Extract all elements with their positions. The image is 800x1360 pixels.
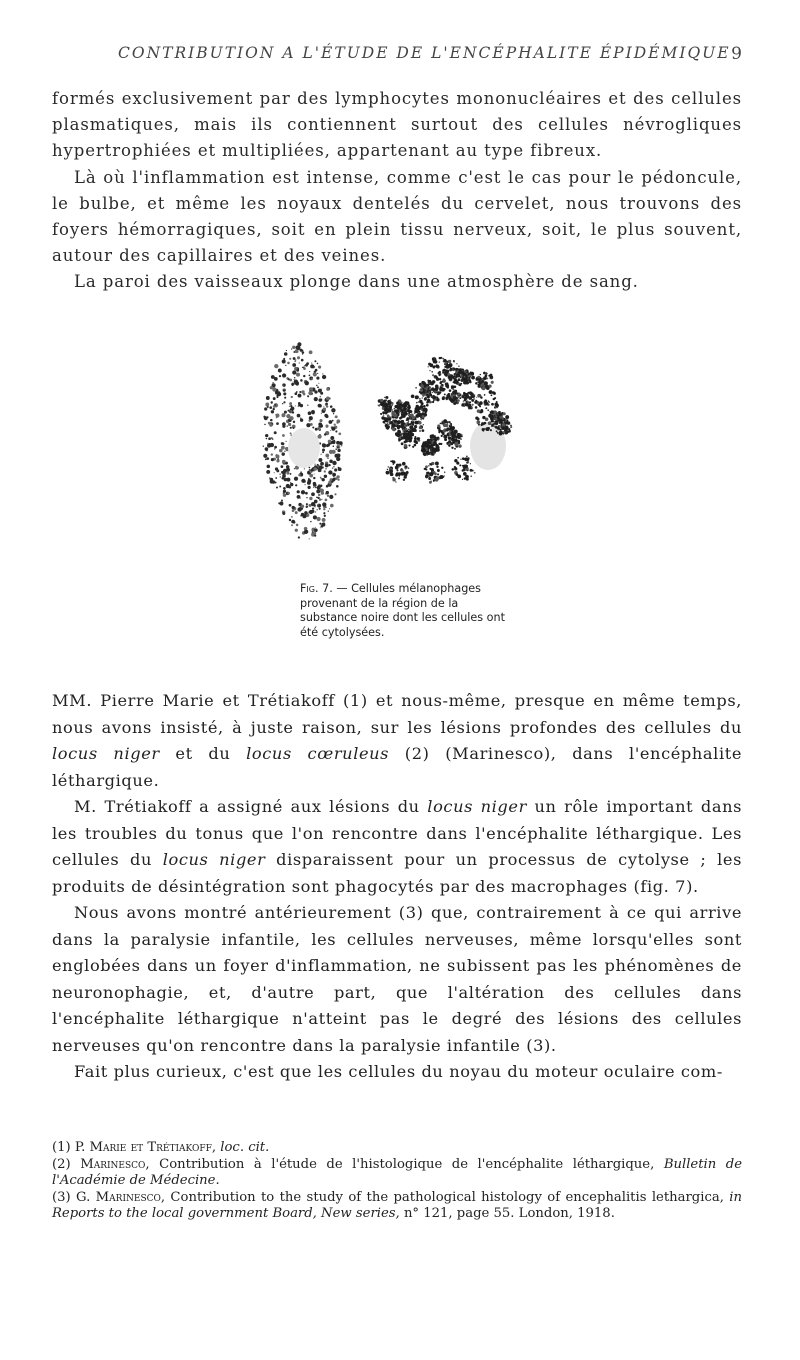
paragraph-6: Nous avons montré antérieurement (3) que, contrairement à ce qui arrive dans la paralysie infantile, les cellules nerveuses, même lorsqu'elles sont englobées dans un foyer d'inflammation, ne subissent pas les phénomènes de neuronophagie, et, d'autre part, que l'altération des cellules dans l'encéphalite léthargique n'atteint pas le degré des lésions des cellules nerveuses qu'on rencontre dans la paralysie infantile (3). xyxy=(52,903,742,1055)
footnote-authors: G. Marinesco, xyxy=(76,1189,166,1205)
text-run: un rôle important dans les troubles du tonus que l'on rencontre dans l'encéphalite léthargique. Les cellules du xyxy=(52,797,743,869)
footnote-authors: Marinesco, xyxy=(80,1156,150,1172)
text-section-2 xyxy=(52,688,742,1086)
text-run: M. Trétiakoff a assigné aux lésions du xyxy=(74,797,428,816)
melanophage-cell-right xyxy=(378,357,513,484)
footnote-text: Contribution à l'étude de l'histologique de l'encéphalite léthargique, xyxy=(149,1156,664,1172)
text-run-italic: locus niger xyxy=(162,850,266,869)
text-run: et du xyxy=(159,744,247,763)
paragraph-7: Fait plus curieux, c'est que les cellules du noyau du moteur oculaire com- xyxy=(74,1062,723,1081)
paragraph-5 xyxy=(52,794,742,900)
running-title: CONTRIBUTION A L'ÉTUDE DE L'ENCÉPHALITE ÉPIDÉMIQUE xyxy=(118,44,731,62)
footnote-text: Contribution to the study of the pathological histology of encephalitis lethargica, xyxy=(165,1189,730,1205)
figure-7-micrograph xyxy=(256,338,532,558)
footnote-journal: Bulletin de l'Académie de Médecine. xyxy=(52,1156,743,1189)
text-run-italic: locus niger xyxy=(52,744,160,763)
melanophage-cell-left xyxy=(263,342,343,539)
figure-label: Fig. 7. xyxy=(300,582,333,595)
text-run-italic: locus cœruleus xyxy=(246,744,390,763)
text-run: disparaissent pour un processus de cytolyse ; les produits de désintégration sont phagocytés par des macrophages (fig. 7). xyxy=(52,850,742,896)
figure-caption-text: — Cellules mélanophages provenant de la région de la substance noire dont les cellules ont été cytolysées. xyxy=(300,582,506,639)
text-run: (2) (Marinesco), dans l'encéphalite léthargique. xyxy=(52,744,743,790)
footnote-journal: in Reports to the local government Board, New series, xyxy=(52,1189,742,1222)
footnote-text: loc. cit. xyxy=(216,1140,270,1155)
text-run-italic: locus niger xyxy=(427,797,527,816)
footnotes xyxy=(52,1140,742,1223)
footnote-authors: P. Marie et Trétiakoff, xyxy=(74,1140,217,1155)
footnote-number: (3) xyxy=(52,1189,71,1205)
paragraph-4 xyxy=(52,688,742,794)
paragraph-1: formés exclusivement par des lymphocytes mononucléaires et des cellules plasmatiques, mais ils contiennent surtout des cellules névrogliques hypertrophiées et multipliées, appartenant au type fibreux. xyxy=(52,89,742,161)
footnote-text: n° 121, page 55. London, 1918. xyxy=(399,1206,615,1222)
page-header xyxy=(52,44,748,70)
text-run: MM. Pierre Marie et Trétiakoff (1) et nous-même, presque en même temps, nous avons insisté, à juste raison, sur les lésions profondes des cellules du xyxy=(52,691,742,737)
paragraph-2: Là où l'inflammation est intense, comme c'est le cas pour le pédoncule, le bulbe, et même les noyaux dentelés du cervelet, nous trouvons des foyers hémorragiques, soit en plein tissu nerveux, soit, le plus souvent, autour des capillaires et des veines. xyxy=(52,167,742,266)
footnote-1 xyxy=(52,1140,742,1157)
footnote-number: (2) xyxy=(52,1156,71,1172)
text-section-1 xyxy=(52,86,742,296)
page-number: 9 xyxy=(731,44,742,64)
paragraph-3: La paroi des vaisseaux plonge dans une atmosphère de sang. xyxy=(74,272,639,292)
footnote-number: (1) xyxy=(52,1140,71,1155)
footnote-2 xyxy=(52,1157,742,1190)
footnote-3 xyxy=(52,1190,742,1223)
figure-caption xyxy=(300,582,512,640)
